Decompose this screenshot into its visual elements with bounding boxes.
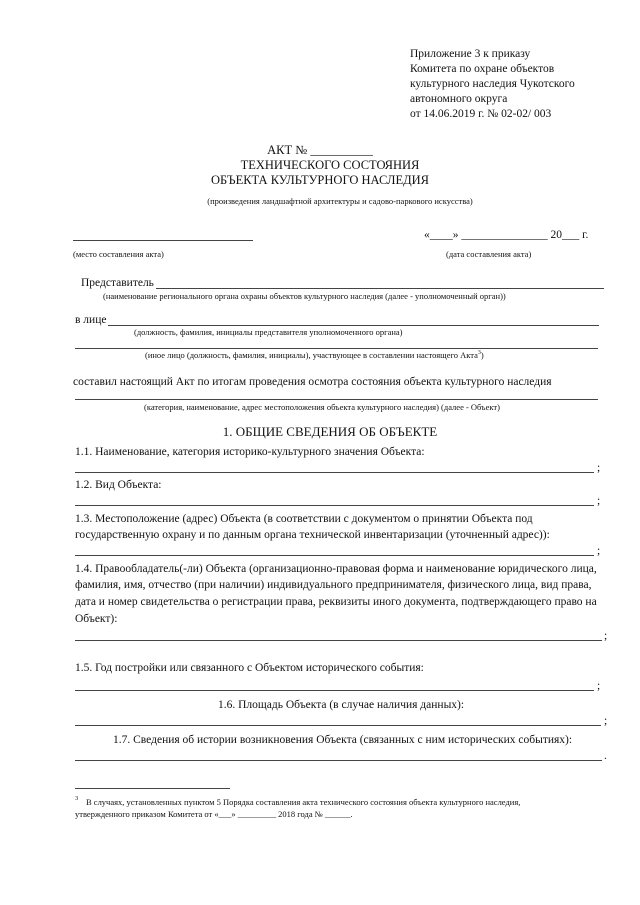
act-number: АКТ № __________ xyxy=(267,143,373,157)
item-1-7-label: 1.7. Сведения об истории возникновения Объекта (связанных с ним исторических событиях): xyxy=(113,734,573,746)
item-1-5-line[interactable] xyxy=(75,690,594,691)
representative-line[interactable] xyxy=(156,288,604,289)
date-caption: (дата составления акта) xyxy=(446,249,532,259)
item-1-7-line[interactable] xyxy=(75,760,602,761)
item-1-4-label-b: фамилия, имя, отчество (при наличии) индивидуального предпринимателя, физического лица, вид права, xyxy=(75,579,592,591)
footnote-separator xyxy=(75,788,230,789)
item-1-6-line[interactable] xyxy=(75,725,601,726)
item-1-3-label-b: государственную охрану и по данным органа технической инвентаризации (уточненный адрес)): xyxy=(75,529,550,541)
item-1-3-label-a: 1.3. Местоположение (адрес) Объекта (в соответствии с документом о принятии Объекта под xyxy=(75,513,533,525)
appendix-line-2: Комитета по охране объектов xyxy=(410,63,555,75)
object-caption: (категория, наименование, адрес местоположения объекта культурного наследия) (далее - Объект) xyxy=(144,402,500,412)
item-1-1-semicolon: ; xyxy=(597,462,601,474)
person-line[interactable] xyxy=(108,325,599,326)
item-1-2-label: 1.2. Вид Объекта: xyxy=(75,479,162,491)
footnote-line-2: утвержденного приказом Комитета от «___» _________ 2018 года № ______. xyxy=(75,809,353,819)
title-subtitle: (произведения ландшафтной архитектуры и садово-паркового искусства) xyxy=(207,196,473,206)
item-1-4-label-c: дата и номер свидетельства о регистрации права, реквизиты иного документа, подтверждающего право на xyxy=(75,596,597,608)
item-1-2-line[interactable] xyxy=(75,505,594,506)
place-caption: (место составления акта) xyxy=(73,249,164,259)
item-1-1-line[interactable] xyxy=(75,472,594,473)
person-caption: (должность, фамилия, инициалы представителя уполномоченного органа) xyxy=(134,327,403,337)
item-1-1-label: 1.1. Наименование, категория историко-культурного значения Объекта: xyxy=(75,446,425,458)
representative-caption: (наименование регионального органа охраны объектов культурного наследия (далее - уполномоченный орган)) xyxy=(103,291,506,301)
item-1-2-semicolon: ; xyxy=(597,495,601,507)
item-1-3-semicolon: ; xyxy=(597,545,601,557)
object-line[interactable] xyxy=(75,399,598,400)
appendix-line-1: Приложение 3 к приказу xyxy=(410,48,531,60)
item-1-5-semicolon: ; xyxy=(597,680,601,692)
appendix-line-4: автономного округа xyxy=(410,93,508,105)
item-1-4-label-a: 1.4. Правообладатель(-ли) Объекта (организационно-правовая форма и наименование юридического лица, xyxy=(75,563,597,575)
item-1-6-semicolon: ; xyxy=(604,715,608,727)
appendix-line-3: культурного наследия Чукотского xyxy=(410,78,575,90)
place-line[interactable] xyxy=(73,240,253,241)
title-line-2: ОБЪЕКТА КУЛЬТУРНОГО НАСЛЕДИЯ xyxy=(211,173,429,187)
footnote-mark: 3 xyxy=(75,795,79,802)
other-person-caption: (иное лицо (должность, фамилия, инициалы), участвующее в составлении настоящего Акта$^3$) xyxy=(145,350,484,360)
footnote-line-1: В случаях, установленных пунктом 5 Порядка составления акта технического состояния объекта культурного наследия, xyxy=(86,797,521,807)
item-1-5-label: 1.5. Год постройки или связанного с Объектом исторического события: xyxy=(75,662,424,674)
appendix-line-5: от 14.06.2019 г. № 02-02/ 003 xyxy=(410,108,552,120)
item-1-4-semicolon: ; xyxy=(604,630,608,642)
representative-label: Представитель xyxy=(81,277,154,289)
statement-text: составил настоящий Акт по итогам проведения осмотра состояния объекта культурного наследия xyxy=(73,376,552,388)
item-1-4-label-d: Объект): xyxy=(75,613,118,625)
title-line-1: ТЕХНИЧЕСКОГО СОСТОЯНИЯ xyxy=(240,158,420,172)
item-1-4-line[interactable] xyxy=(75,640,602,641)
item-1-3-line[interactable] xyxy=(75,555,594,556)
other-person-line[interactable] xyxy=(75,348,598,349)
footnote-ref-3: 3 xyxy=(477,350,481,357)
item-1-7-period: . xyxy=(604,750,607,762)
section-1-heading: 1. ОБЩИЕ СВЕДЕНИЯ ОБ ОБЪЕКТЕ xyxy=(222,424,438,439)
date-blank[interactable]: «____» _______________ 20___ г. xyxy=(424,229,589,241)
person-label: в лице xyxy=(75,314,107,326)
item-1-6-label: 1.6. Площадь Объекта (в случае наличия данных): xyxy=(218,699,465,711)
